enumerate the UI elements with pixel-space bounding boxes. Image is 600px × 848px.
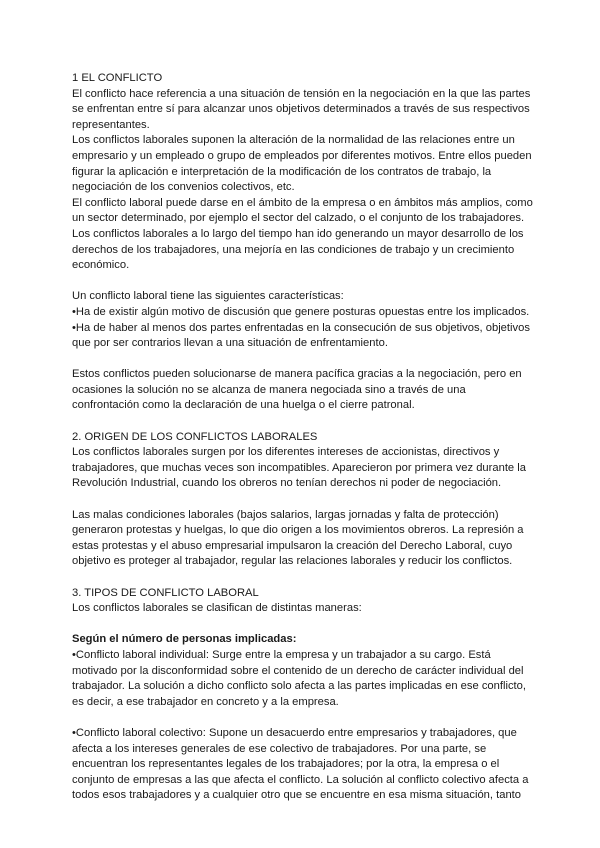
spacer [72, 274, 534, 290]
spacer [72, 492, 534, 508]
section-1-paragraph-2: Los conflictos laborales suponen la alteración de la normalidad de las relaciones entre un empresario y un empleado o grupo de empleados por diferentes motivos. Entre ellos pueden figurar la aplicación e interpretación de la modificación de los contratos de trabajo, la negociación de los convenios colectivos, etc. [72, 134, 532, 194]
section-2-paragraph-1: Los conflictos laborales surgen por los diferentes intereses de accionistas, directivos y trabajadores, que muchas veces son incompatibles. Aparecieron por primera vez durante la Revolución Industrial, cuando los obreros no tenían derechos ni poder de negociación. [72, 446, 526, 490]
characteristic-item-1: •Ha de existir algún motivo de discusión que genere posturas opuestas entre los implicados. [72, 305, 530, 318]
conflict-colectivo-item: •Conflicto laboral colectivo: Supone un desacuerdo entre empresarios y trabajadores, que afecta a los intereses generales de ese colectivo de trabajadores. Por una parte, se encuentran los representantes legales de los trabajadores; por la otra, la empresa o el conjunto de empresas a las que afecta el conflicto. La solución al conflicto colectivo afecta a todos esos trabajadores y a cualquier otro que se encuentre en esa misma situación, tanto [72, 726, 529, 802]
section-2-paragraph-2: Las malas condiciones laborales (bajos salarios, largas jornadas y falta de protección) generaron protestas y huelgas, lo que dio origen a los movimientos obreros. La represión a estas protestas y el abuso empresarial impulsaron la creación del Derecho Laboral, cuyo objetivo es proteger al trabajador, regular las relaciones laborales y reducir los conflictos. [72, 508, 524, 568]
section-1-paragraph-1: El conflicto hace referencia a una situación de tensión en la negociación en la que las partes se enfrentan entre sí para alcanzar unos objetivos determinados a través de sus respectivos representantes. [72, 87, 531, 131]
spacer [72, 710, 534, 726]
spacer [72, 617, 534, 633]
section-3-intro: Los conflictos laborales se clasifican de distintas maneras: [72, 602, 362, 615]
section-1-paragraph-3: El conflicto laboral puede darse en el ámbito de la empresa o en ámbitos más amplios, como un sector determinado, por ejemplo el sector del calzado, o el conjunto de los trabajadores. Los conflictos laborales a lo largo del tiempo han ido generando un mayor desarrollo de los derechos de los trabajadores, una mejoría en las condiciones de trabajo y un crecimiento económico. [72, 196, 533, 272]
section-1-heading: 1 EL CONFLICTO [72, 72, 163, 84]
section-3-subheading: Según el número de personas implicadas: [72, 633, 297, 646]
section-2-heading: 2. ORIGEN DE LOS CONFLICTOS LABORALES [72, 430, 318, 443]
section-3-heading: 3. TIPOS DE CONFLICTO LABORAL [72, 586, 259, 599]
conflict-individual-item: •Conflicto laboral individual: Surge entre la empresa y un trabajador a su cargo. Está motivado por la disconformidad sobre el contenido de un derecho de carácter individual del trabajador. La solución a dicho conflicto solo afecta a las partes implicadas en ese conflicto, es decir, a ese trabajador en concreto y a la empresa. [72, 648, 526, 708]
section-1-closing: Estos conflictos pueden solucionarse de manera pacífica gracias a la negociación, pero en ocasiones la solución no se alcanza de manera negociada sino a través de una confrontación como la declaración de una huelga o el cierre patronal. [72, 368, 522, 412]
characteristic-item-2: •Ha de haber al menos dos partes enfrentadas en la consecución de sus objetivos, objetivos que por ser contrarios llevan a una situación de enfrentamiento. [72, 321, 530, 350]
spacer [72, 352, 534, 368]
spacer [72, 570, 534, 586]
spacer [72, 414, 534, 430]
document-page [72, 71, 534, 804]
characteristics-intro: Un conflicto laboral tiene las siguientes características: [72, 290, 344, 303]
